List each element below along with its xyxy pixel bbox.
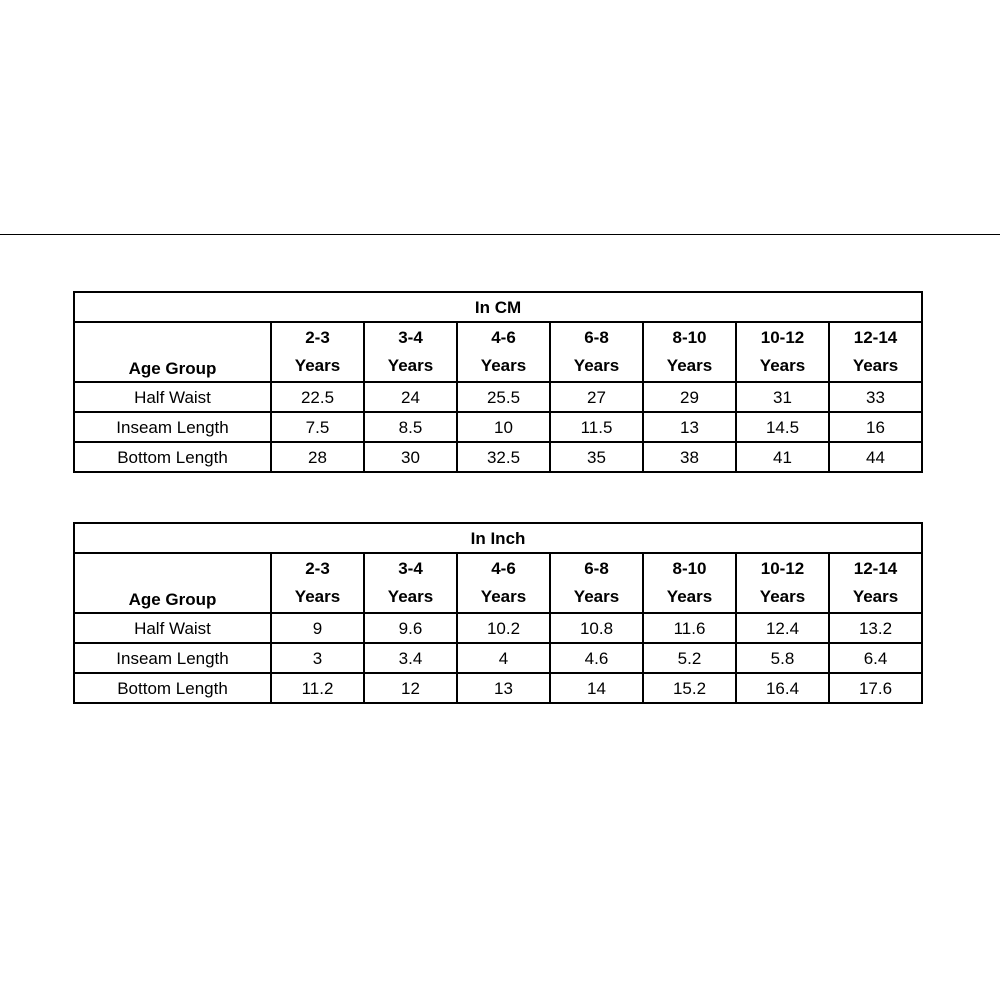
age-group-header-cell [643,553,736,613]
measurement-value: 10 [457,412,550,442]
age-group-header-cell [364,322,457,382]
table-row [74,673,922,703]
age-group-header-cell [364,553,457,613]
age-group-header-label: Age Group [74,553,271,613]
age-group-header-label: Age Group [74,322,271,382]
measurement-label: Half Waist [74,382,271,412]
table-title: In CM [74,292,922,322]
age-unit: Years [294,587,341,606]
age-range: 3-4 [398,559,423,578]
age-group-header-cell [643,322,736,382]
age-group-header-cell [736,553,829,613]
measurement-label: Bottom Length [74,673,271,703]
measurement-value: 12.4 [736,613,829,643]
age-group-header-cell [271,322,364,382]
age-range: 6-8 [584,559,609,578]
measurement-value: 41 [736,442,829,472]
measurement-value: 16 [829,412,922,442]
measurement-value: 6.4 [829,643,922,673]
age-unit: Years [759,356,806,375]
age-range: 4-6 [491,328,516,347]
age-unit: Years [387,356,434,375]
age-group-header-cell [271,553,364,613]
age-range: 8-10 [672,328,707,347]
measurement-value: 11.5 [550,412,643,442]
age-group-header-cell [457,322,550,382]
measurement-value: 7.5 [271,412,364,442]
age-unit: Years [666,356,713,375]
measurement-value: 16.4 [736,673,829,703]
size-chart-table-cm [73,291,923,473]
table-row [74,613,922,643]
age-range: 12-14 [853,328,898,347]
age-unit: Years [573,356,620,375]
measurement-value: 29 [643,382,736,412]
measurement-label: Inseam Length [74,412,271,442]
age-group-header-cell [457,553,550,613]
age-unit: Years [573,587,620,606]
age-range: 2-3 [305,559,330,578]
age-unit: Years [294,356,341,375]
age-unit: Years [480,587,527,606]
age-unit: Years [666,587,713,606]
age-unit: Years [387,587,434,606]
table-row [74,382,922,412]
table-title-row [74,292,922,322]
measurement-value: 28 [271,442,364,472]
age-range: 10-12 [760,328,805,347]
measurement-value: 33 [829,382,922,412]
horizontal-rule [0,234,1000,235]
measurement-value: 27 [550,382,643,412]
measurement-value: 3 [271,643,364,673]
age-unit: Years [759,587,806,606]
measurement-label: Bottom Length [74,442,271,472]
age-unit: Years [852,587,899,606]
age-group-header-cell [736,322,829,382]
measurement-label: Half Waist [74,613,271,643]
measurement-value: 32.5 [457,442,550,472]
measurement-value: 9 [271,613,364,643]
measurement-value: 13 [457,673,550,703]
measurement-value: 22.5 [271,382,364,412]
measurement-value: 9.6 [364,613,457,643]
measurement-value: 8.5 [364,412,457,442]
age-group-header-cell [829,553,922,613]
measurement-value: 13.2 [829,613,922,643]
measurement-value: 12 [364,673,457,703]
age-unit: Years [852,356,899,375]
measurement-value: 11.2 [271,673,364,703]
measurement-value: 13 [643,412,736,442]
measurement-value: 17.6 [829,673,922,703]
measurement-value: 38 [643,442,736,472]
measurement-value: 31 [736,382,829,412]
age-group-header-cell [550,322,643,382]
age-range: 10-12 [760,559,805,578]
age-group-header-cell [829,322,922,382]
measurement-value: 10.2 [457,613,550,643]
measurement-value: 25.5 [457,382,550,412]
table-row [74,442,922,472]
age-group-header-cell [550,553,643,613]
measurement-value: 14 [550,673,643,703]
age-unit: Years [480,356,527,375]
age-range: 12-14 [853,559,898,578]
measurement-value: 30 [364,442,457,472]
measurement-value: 4.6 [550,643,643,673]
measurement-value: 3.4 [364,643,457,673]
age-range: 4-6 [491,559,516,578]
table-title: In Inch [74,523,922,553]
table-title-row [74,523,922,553]
age-group-header-row [74,322,922,382]
measurement-value: 15.2 [643,673,736,703]
age-group-header-row [74,553,922,613]
measurement-value: 24 [364,382,457,412]
measurement-value: 11.6 [643,613,736,643]
size-chart-table-inch [73,522,923,704]
age-range: 3-4 [398,328,423,347]
measurement-value: 10.8 [550,613,643,643]
age-range: 8-10 [672,559,707,578]
table-row [74,643,922,673]
age-range: 2-3 [305,328,330,347]
measurement-value: 44 [829,442,922,472]
measurement-value: 4 [457,643,550,673]
table-row [74,412,922,442]
measurement-value: 5.2 [643,643,736,673]
age-range: 6-8 [584,328,609,347]
measurement-value: 14.5 [736,412,829,442]
measurement-value: 35 [550,442,643,472]
measurement-label: Inseam Length [74,643,271,673]
measurement-value: 5.8 [736,643,829,673]
